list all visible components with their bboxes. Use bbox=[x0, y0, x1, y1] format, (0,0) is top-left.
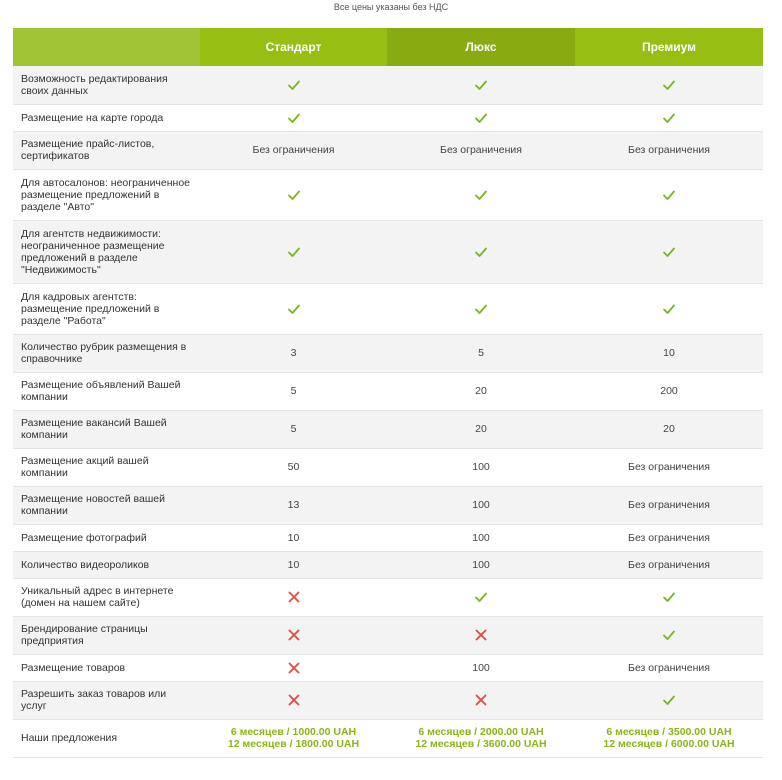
value-text: Без ограничения bbox=[628, 461, 710, 473]
checkmark-icon bbox=[474, 79, 488, 91]
plan-value-standard bbox=[200, 654, 387, 681]
offer-price-option[interactable]: 12 месяцев / 1800.00 UAH bbox=[227, 738, 360, 750]
checkmark-icon bbox=[287, 302, 301, 314]
offers-row bbox=[13, 719, 763, 757]
feature-row bbox=[13, 131, 763, 169]
value-text: Без ограничения bbox=[628, 558, 710, 571]
checkmark-icon bbox=[474, 111, 488, 123]
checkmark-icon bbox=[287, 79, 301, 91]
plan-value-standard bbox=[200, 66, 387, 104]
checkmark-icon bbox=[662, 245, 676, 257]
feature-label: Размещение новостей вашей компании bbox=[13, 486, 200, 524]
feature-row bbox=[13, 616, 763, 654]
plan-value-lux bbox=[387, 66, 575, 104]
plan-value-premium bbox=[575, 654, 763, 681]
feature-row bbox=[13, 551, 763, 578]
value-text: Без ограничения bbox=[628, 531, 710, 544]
plan-value-standard bbox=[200, 681, 387, 719]
plan-value-standard bbox=[200, 283, 387, 334]
plan-value-lux bbox=[387, 104, 575, 131]
feature-row bbox=[13, 448, 763, 486]
plan-value-lux bbox=[387, 131, 575, 169]
feature-label: Для автосалонов: неограниченное размещение предложений в разделе "Авто" bbox=[13, 169, 200, 220]
value-text: Без ограничения bbox=[628, 661, 710, 674]
checkmark-icon bbox=[662, 694, 676, 706]
checkmark-icon bbox=[474, 188, 488, 200]
offer-price-option[interactable]: 12 месяцев / 6000.00 UAH bbox=[603, 738, 735, 750]
plan-value-standard bbox=[200, 372, 387, 410]
value-text: 20 bbox=[475, 423, 487, 435]
feature-label: Размещение объявлений Вашей компании bbox=[13, 372, 200, 410]
plan-value-lux bbox=[387, 372, 575, 410]
plan-value-premium bbox=[575, 66, 763, 104]
feature-row bbox=[13, 104, 763, 131]
value-text: Без ограничения bbox=[440, 144, 522, 156]
feature-label: Количество видеороликов bbox=[13, 551, 200, 578]
plan-value-premium bbox=[575, 616, 763, 654]
plan-value-premium bbox=[575, 551, 763, 578]
checkmark-icon bbox=[662, 591, 676, 603]
plan-value-standard bbox=[200, 524, 387, 551]
value-text: Без ограничения bbox=[252, 144, 335, 156]
plan-value-premium bbox=[575, 220, 763, 283]
header-row bbox=[13, 28, 763, 66]
plan-value-standard bbox=[200, 448, 387, 486]
vat-note: Все цены указаны без НДС bbox=[333, 2, 449, 12]
checkmark-icon bbox=[474, 245, 488, 257]
checkmark-icon bbox=[662, 111, 676, 123]
value-text: 5 bbox=[478, 347, 484, 359]
feature-row bbox=[13, 66, 763, 104]
feature-row bbox=[13, 681, 763, 719]
feature-label: Для кадровых агентств: размещение предложений в разделе "Работа" bbox=[13, 283, 200, 334]
plan-value-lux bbox=[387, 486, 575, 524]
feature-label: Размещение на карте города bbox=[13, 104, 200, 131]
value-text: 5 bbox=[290, 423, 297, 435]
value-text: 200 bbox=[660, 385, 678, 397]
plan-value-lux bbox=[387, 334, 575, 372]
plan-value-lux bbox=[387, 410, 575, 448]
plan-value-premium bbox=[575, 448, 763, 486]
pricing-table bbox=[13, 28, 763, 758]
offers-label: Наши предложения bbox=[13, 719, 200, 757]
offer-standard bbox=[200, 719, 387, 757]
checkmark-icon bbox=[474, 591, 488, 603]
feature-row bbox=[13, 169, 763, 220]
value-text: 20 bbox=[663, 423, 675, 435]
feature-row bbox=[13, 372, 763, 410]
value-text: 5 bbox=[290, 385, 297, 397]
feature-row bbox=[13, 524, 763, 551]
plan-header-premium: Премиум bbox=[575, 28, 763, 66]
value-text: 13 bbox=[287, 499, 300, 511]
plan-value-lux bbox=[387, 681, 575, 719]
feature-row bbox=[13, 220, 763, 283]
plan-value-premium bbox=[575, 104, 763, 131]
feature-row bbox=[13, 578, 763, 616]
value-text: 100 bbox=[472, 661, 490, 674]
plan-value-standard bbox=[200, 410, 387, 448]
feature-label: Брендирование страницы предприятия bbox=[13, 616, 200, 654]
value-text: 20 bbox=[475, 385, 487, 397]
cross-icon bbox=[287, 694, 301, 706]
offer-price-option[interactable]: 6 месяцев / 3500.00 UAH bbox=[606, 726, 732, 738]
plan-header-lux: Люкс bbox=[387, 28, 575, 66]
checkmark-icon bbox=[662, 188, 676, 200]
feature-label: Размещение акций вашей компании bbox=[13, 448, 200, 486]
feature-label: Количество рубрик размещения в справочнике bbox=[13, 334, 200, 372]
cross-icon bbox=[474, 629, 488, 641]
value-text: 10 bbox=[287, 531, 300, 544]
plan-value-premium bbox=[575, 681, 763, 719]
value-text: 100 bbox=[472, 531, 490, 544]
plan-value-lux bbox=[387, 524, 575, 551]
offer-premium bbox=[575, 719, 763, 757]
checkmark-icon bbox=[287, 188, 301, 200]
feature-row bbox=[13, 410, 763, 448]
plan-header-standard: Стандарт bbox=[200, 28, 387, 66]
offer-price-option[interactable]: 12 месяцев / 3600.00 UAH bbox=[415, 738, 547, 750]
checkmark-icon bbox=[474, 302, 488, 314]
value-text: 10 bbox=[287, 558, 300, 571]
value-text: 10 bbox=[663, 347, 675, 359]
plan-value-premium bbox=[575, 486, 763, 524]
feature-label: Размещение товаров bbox=[13, 654, 200, 681]
plan-value-lux bbox=[387, 616, 575, 654]
plan-value-lux bbox=[387, 448, 575, 486]
feature-label: Для агентств недвижимости: неограниченное размещение предложений в разделе "Недвижимость" bbox=[13, 220, 200, 283]
plan-value-premium bbox=[575, 283, 763, 334]
plan-value-standard bbox=[200, 486, 387, 524]
feature-label: Размещение фотографий bbox=[13, 524, 200, 551]
plan-value-lux bbox=[387, 220, 575, 283]
value-text: 3 bbox=[290, 347, 297, 359]
feature-label: Размещение вакансий Вашей компании bbox=[13, 410, 200, 448]
checkmark-icon bbox=[287, 111, 301, 123]
feature-label: Уникальный адрес в интернете (домен на нашем сайте) bbox=[13, 578, 200, 616]
cross-icon bbox=[287, 629, 301, 641]
feature-label: Разрешить заказ товаров или услуг bbox=[13, 681, 200, 719]
plan-value-standard bbox=[200, 578, 387, 616]
plan-value-standard bbox=[200, 334, 387, 372]
value-text: Без ограничения bbox=[628, 499, 710, 511]
checkmark-icon bbox=[287, 245, 301, 257]
offer-price-option[interactable]: 6 месяцев / 2000.00 UAH bbox=[418, 726, 544, 738]
offer-price-option[interactable]: 6 месяцев / 1000.00 UAH bbox=[230, 726, 357, 738]
header-blank-cell bbox=[13, 28, 200, 66]
value-text: Без ограничения bbox=[628, 144, 710, 156]
plan-value-lux bbox=[387, 551, 575, 578]
plan-value-standard bbox=[200, 169, 387, 220]
offer-lux bbox=[387, 719, 575, 757]
plan-value-lux bbox=[387, 654, 575, 681]
value-text: 100 bbox=[472, 558, 490, 571]
value-text: 50 bbox=[287, 461, 300, 473]
plan-value-standard bbox=[200, 131, 387, 169]
plan-value-premium bbox=[575, 169, 763, 220]
feature-row bbox=[13, 283, 763, 334]
plan-value-premium bbox=[575, 578, 763, 616]
plan-value-lux bbox=[387, 283, 575, 334]
cross-icon bbox=[474, 694, 488, 706]
plan-value-premium bbox=[575, 524, 763, 551]
plan-value-standard bbox=[200, 220, 387, 283]
value-text: 100 bbox=[472, 461, 490, 473]
plan-value-premium bbox=[575, 372, 763, 410]
plan-value-standard bbox=[200, 551, 387, 578]
feature-row bbox=[13, 486, 763, 524]
cross-icon bbox=[287, 661, 301, 673]
plan-value-premium bbox=[575, 131, 763, 169]
feature-label: Размещение прайс-листов, сертификатов bbox=[13, 131, 200, 169]
feature-row bbox=[13, 334, 763, 372]
feature-label: Возможность редактирования своих данных bbox=[13, 66, 200, 104]
plan-value-lux bbox=[387, 169, 575, 220]
cross-icon bbox=[287, 591, 301, 603]
plan-value-premium bbox=[575, 334, 763, 372]
checkmark-icon bbox=[662, 79, 676, 91]
value-text: 100 bbox=[472, 499, 490, 511]
plan-value-standard bbox=[200, 616, 387, 654]
plan-value-lux bbox=[387, 578, 575, 616]
plan-value-premium bbox=[575, 410, 763, 448]
checkmark-icon bbox=[662, 302, 676, 314]
checkmark-icon bbox=[662, 629, 676, 641]
plan-value-standard bbox=[200, 104, 387, 131]
feature-row bbox=[13, 654, 763, 681]
